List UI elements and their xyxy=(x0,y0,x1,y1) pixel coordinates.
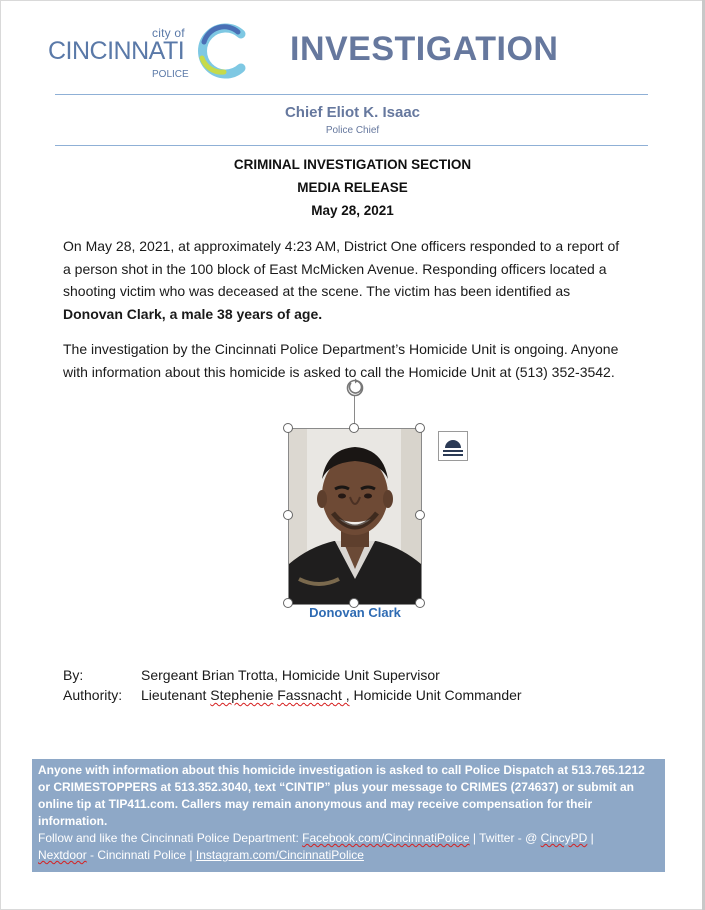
resize-handle-right[interactable] xyxy=(415,510,425,520)
victim-portrait-image xyxy=(289,429,421,604)
section-title: CRIMINAL INVESTIGATION SECTION xyxy=(233,157,472,172)
tip-line: online tip at TIP411.com. Callers may remain anonymous and may receive compensation for their xyxy=(38,797,593,811)
authority-label: Authority: xyxy=(63,687,123,703)
victim-photo[interactable] xyxy=(288,428,422,605)
logo-c-mark-icon xyxy=(194,22,248,80)
cincinnati-police-logo xyxy=(48,22,248,84)
tip-line: information. xyxy=(38,814,108,828)
by-value: Sergeant Brian Trotta, Homicide Unit Supervisor xyxy=(141,667,440,683)
authority-line xyxy=(63,687,663,705)
resize-handle-top[interactable] xyxy=(349,423,359,433)
twitter-label: | Twitter - @ xyxy=(469,831,541,845)
header-rule-top xyxy=(55,94,648,95)
authority-value xyxy=(141,687,522,703)
rotate-handle-icon[interactable] xyxy=(343,376,367,400)
authority-last-name: Fassnacht , xyxy=(277,687,350,703)
headline: INVESTIGATION xyxy=(290,30,559,68)
photo-caption: Donovan Clark xyxy=(309,605,401,620)
by-line xyxy=(63,667,663,685)
resize-handle-top-left[interactable] xyxy=(283,423,293,433)
tip-line: or CRIMESTOPPERS at 513.352.3040, text “CINTIP” plus your message to CRIMES (274637) or submit an xyxy=(38,780,634,794)
header-rule-bottom xyxy=(55,145,648,146)
authority-rank: Lieutenant xyxy=(141,687,211,703)
victim-identification: Donovan Clark, a male 38 years of age. xyxy=(63,305,323,322)
paragraph-line: On May 28, 2021, at approximately 4:23 AM, District One officers responded to a report of xyxy=(63,238,620,254)
paragraph-line: a person shot in the 100 block of East McMicken Avenue. Responding officers located a xyxy=(63,260,607,277)
tip-line: Anyone with information about this homicide investigation is asked to call Police Dispatch at 513.765.1212 xyxy=(38,763,645,777)
paragraph-incident xyxy=(63,235,671,325)
paragraph-line: with information about this homicide is asked to call the Homicide Unit at (513) 352-3542. xyxy=(63,363,615,380)
nextdoor-link[interactable]: Nextdoor xyxy=(38,848,87,862)
authority-role: Homicide Unit Commander xyxy=(349,687,522,703)
paragraph-investigation xyxy=(63,338,671,383)
release-date: May 28, 2021 xyxy=(311,203,394,218)
chief-name: Chief Eliot K. Isaac xyxy=(284,104,421,121)
paragraph-line: The investigation by the Cincinnati Police Department’s Homicide Unit is ongoing. Anyone xyxy=(63,341,619,357)
tip-info-box xyxy=(32,759,665,872)
social-line xyxy=(38,847,659,864)
by-label: By: xyxy=(63,667,84,683)
resize-handle-top-right[interactable] xyxy=(415,423,425,433)
release-type: MEDIA RELEASE xyxy=(297,180,408,195)
logo-city-of: city of xyxy=(152,26,185,40)
instagram-link[interactable]: Instagram.com/CincinnatiPolice xyxy=(195,848,364,862)
logo-police: POLICE xyxy=(152,69,189,80)
nextdoor-label: - Cincinnati Police | xyxy=(86,848,196,862)
paragraph-line: shooting victim who was deceased at the scene. The victim has been identified as xyxy=(63,283,571,299)
social-line xyxy=(38,830,659,847)
logo-city-name: CINCINNATI xyxy=(48,37,185,65)
separator: | xyxy=(587,831,594,845)
resize-handle-left[interactable] xyxy=(283,510,293,520)
facebook-link[interactable]: Facebook.com/CincinnatiPolice xyxy=(302,831,470,845)
layout-options-icon[interactable] xyxy=(438,431,468,461)
authority-first-name: Stephenie xyxy=(210,687,274,703)
follow-text: Follow and like the Cincinnati Police Department: xyxy=(38,831,303,845)
chief-title: Police Chief xyxy=(325,125,380,136)
twitter-link[interactable]: CincyPD xyxy=(540,831,588,845)
